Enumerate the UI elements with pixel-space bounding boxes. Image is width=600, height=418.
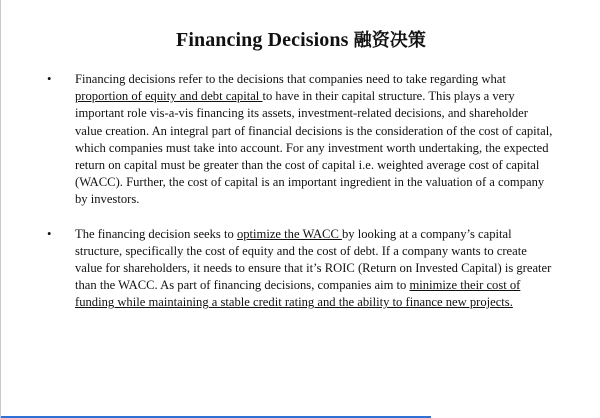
bullet-list xyxy=(47,71,553,312)
title-english: Financing Decisions xyxy=(176,29,349,51)
bullet-dot-icon: • xyxy=(47,72,52,86)
bullet-text: to have in their capital structure. This plays a very important role vis-a-vis financing its assets, investment-related decisions, and shareholder value creation. An integral part of financial decisions is the consideration of the cost of capital, which companies must take into account. For any investment worth undertaking, the expected return on capital must be greater than the cost of capital i.e. weighted average cost of capital (WACC). Further, the cost of capital is an important ingredient in the valuation of a company by investors. xyxy=(75,89,553,207)
bullet-text: The financing decision seeks to xyxy=(75,226,237,241)
bullet-item-optimize-wacc xyxy=(47,226,553,312)
underlined-phrase-optimize-wacc: optimize the WACC xyxy=(236,226,342,241)
bullet-item-financing-decisions xyxy=(47,71,553,209)
bullet-text: Financing decisions refer to the decisions that companies need to take regarding what xyxy=(75,72,506,86)
underlined-phrase-equity-debt: proportion of equity and debt capital xyxy=(75,89,263,104)
title-chinese: 融资决策 xyxy=(353,30,426,51)
bullet-text: by looking at a company’s capital structure, specifically the cost of equity and the cost of debt. If a company wants to create value for shareholders, it needs to ensure that it’s ROIC (Return on Invested Capital) is greater than the WACC. As part of financing decisions, companies aim to xyxy=(75,226,552,293)
underlined-phrase-minimize-cost: minimize their cost of funding while maintaining a stable credit rating and the ability to finance new projects. xyxy=(75,278,521,310)
slide-title xyxy=(1,26,600,52)
bullet-dot-icon: • xyxy=(47,226,52,241)
